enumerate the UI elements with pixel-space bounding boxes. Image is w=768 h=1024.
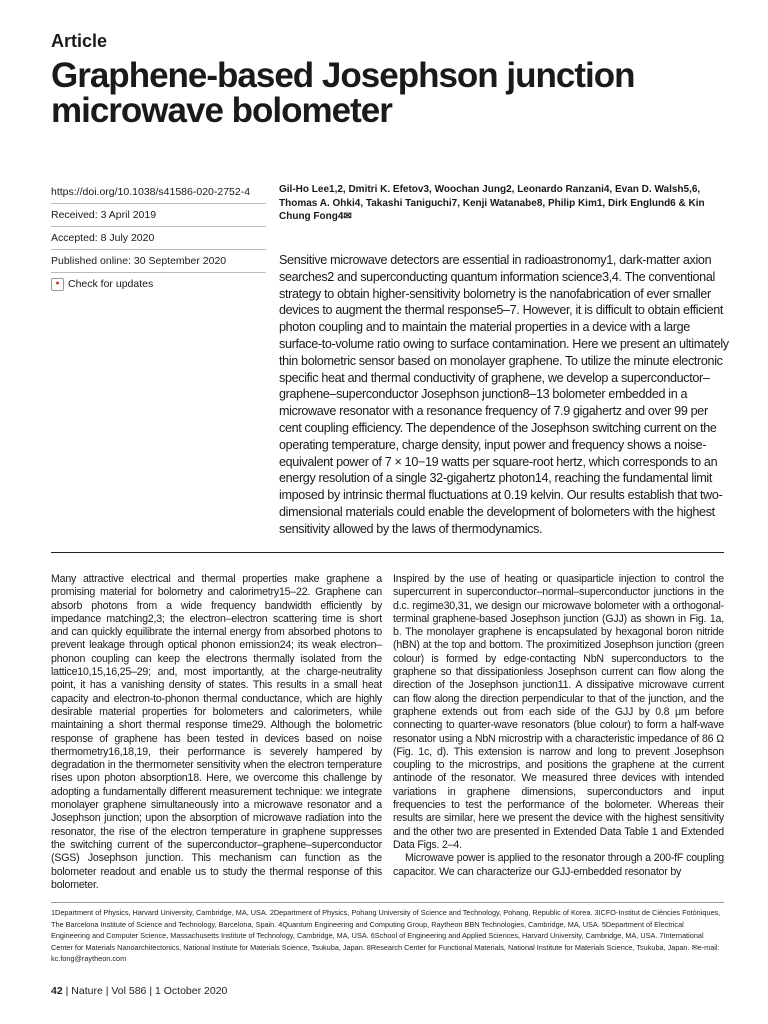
check-updates-label: Check for updates xyxy=(68,278,154,290)
affiliations-divider xyxy=(51,902,724,903)
published-date: Published online: 30 September 2020 xyxy=(51,250,266,273)
doi-link[interactable]: https://doi.org/10.1038/s41586-020-2752-4 xyxy=(51,183,266,204)
body-paragraph: Microwave power is applied to the resonator through a 200-fF coupling capacitor. We can characterize our GJJ-embedded resonator by xyxy=(393,852,724,878)
issue-date: 1 October 2020 xyxy=(154,985,228,997)
received-date: Received: 3 April 2019 xyxy=(51,204,266,227)
check-updates-link[interactable] xyxy=(51,273,266,295)
paper-title: Graphene-based Josephson junction microwave bolometer xyxy=(51,56,635,130)
page-number: 42 xyxy=(51,985,63,997)
affiliations: 1Department of Physics, Harvard University, Cambridge, MA, USA. 2Department of Physics, Pohang University of Science and Technology, Pohang, Republic of Korea. 3ICFO-Institut de Ciències Fotòniques, The Barcelona Institute of Science and Technology, Barcelona, Spain. 4Quantum Engineering and Computing Group, Raytheon BBN Technologies, Cambridge, MA, USA. 5Department of Electrical Engineering and Computer Science, Massachusetts Institute of Technology, Cambridge, MA, USA. 6School of Engineering and Applied Sciences, Harvard University, Cambridge, MA, USA. 7International Center for Materials Nanoarchitectonics, National Institute for Materials Science, Tsukuba, Japan. 8Research Center for Functional Materials, National Institute for Materials Science, Tsukuba, Japan. ✉e-mail: kc.fong@raytheon.com xyxy=(51,908,721,964)
journal-volume: Vol 586 xyxy=(111,985,147,997)
abstract: Sensitive microwave detectors are essential in radioastronomy1, dark-matter axion searches2 and superconducting quantum information science3,4. The conventional strategy to obtain higher-sensitivity bolometry is the nanofabrication of ever smaller devices to augment the thermal response5–7. However, it is difficult to obtain efficient photon coupling and to maintain the material properties in a device with a large surface-to-volume ratio owing to surface contamination. Here we present an ultimately thin bolometric sensor based on monolayer graphene. To utilize the minute electronic specific heat and thermal conductivity of graphene, we develop a superconductor–graphene–superconductor Josephson junction8–13 bolometer embedded in a microwave resonator with a resonance frequency of 7.9 gigahertz and over 99 per cent coupling efficiency. The dependence of the Josephson switching current on the operating temperature, charge density, input power and frequency shows a noise-equivalent power of 7 × 10−19 watts per square-root hertz, which corresponds to an energy resolution of a single 32-gigahertz photon14, reaching the fundamental limit imposed by intrinsic thermal fluctuations at 0.19 kelvin. Our results establish that two-dimensional materials could enable the development of bolometers with the highest sensitivity allowed by the laws of thermodynamics. xyxy=(279,253,729,536)
author-list: Gil-Ho Lee1,2, Dmitri K. Efetov3, Woochan Jung2, Leonardo Ranzani4, Evan D. Walsh5,6, Thomas A. Ohki4, Takashi Taniguchi7, Kenji Watanabe8, Philip Kim1, Dirk Englund6 & Kin Chung Fong4✉ xyxy=(279,184,705,222)
body-paragraph: Inspired by the use of heating or quasiparticle injection to control the supercurrent in superconductor–normal–superconductor junctions in the d.c. regime30,31, we design our microwave bolometer with a orthogonal-terminal graphene-based Josephson junction (GJJ) as shown in Fig. 1a, b. The monolayer graphene is encapsulated by hexagonal boron nitride (hBN) at the top and bottom. The proximitized Josephson junction (green colour) is formed by edge-contacting NbN superconductors to the graphene so that dissipationless Josephson current can flow along the direction of the Josephson junction11. A dissipative microwave current can flow along the direction perpendicular to that of the junction, and the graphene extends out from each side of the GJJ by 0.8 μm before connecting to quarter-wave resonators (blue colour) to form a half-wave resonator using a NbN microstrip with a characteristic impedance of 86 Ω (Fig. 1c, d). This extension is narrow and long to prevent Josephson coupling to the microstrips, and positions the graphene at the current antinode of the resonator. We measured three devices with intended variations in graphene dimensions, superconductors and input frequencies to test the performance of the bolometer. Whereas their results are similar, here we present the device with the highest sensitivity and the other two are presented in Extended Data Table 1 and Extended Data Figs. 2–4. xyxy=(393,573,724,851)
page-footer xyxy=(51,985,227,997)
footer-separator: | xyxy=(149,985,153,997)
body-column-left xyxy=(51,573,382,892)
article-type-label: Article xyxy=(51,31,108,51)
body-paragraph: Many attractive electrical and thermal properties make graphene a promising material for bolometry and calorimetry15–22. Graphene can absorb photons from a wide frequency bandwidth efficiently by impedance matching2,3; the electron–electron scattering time is short and can quickly equilibrate the internal energy from absorbed photons to prevent leakage through optical phonon emission24; its weak electron–phonon coupling can keep the electrons thermally isolated from the lattice10,15,16,25–29; and, most importantly, at the charge-neutrality point, it has a vanishing density of states. This results in a small heat capacity and electron-to-phonon thermal conductance, which are highly desirable material properties for bolometers and calorimeters, while maintaining a short thermal response time29. Although the bolometric response of graphene has been tested in devices based on noise thermometry16,18,19, their performance is severely hampered by degradation in the thermometer sensitivity when the electron temperature rises upon photon absorption18. Here, we overcome this challenge by adopting a fundamentally different measurement technique: we integrate monolayer graphene simultaneously into a microwave resonator and a Josephson junction; upon the absorption of microwave radiation into the resonator, the rise of the electron temperature in graphene suppresses the switching current of the superconductor–graphene–superconductor (SGS) Josephson junction. This mechanism can function as the bolometer readout and enable us to study the thermal response of this bolometer. xyxy=(51,573,382,891)
journal-name: Nature xyxy=(71,985,103,997)
check-updates-icon: ● xyxy=(51,278,64,291)
footer-separator: | xyxy=(105,985,109,997)
body-column-right xyxy=(393,573,724,879)
section-divider xyxy=(51,552,724,553)
accepted-date: Accepted: 8 July 2020 xyxy=(51,227,266,250)
article-metadata xyxy=(51,183,266,295)
footer-separator: | xyxy=(65,985,69,997)
